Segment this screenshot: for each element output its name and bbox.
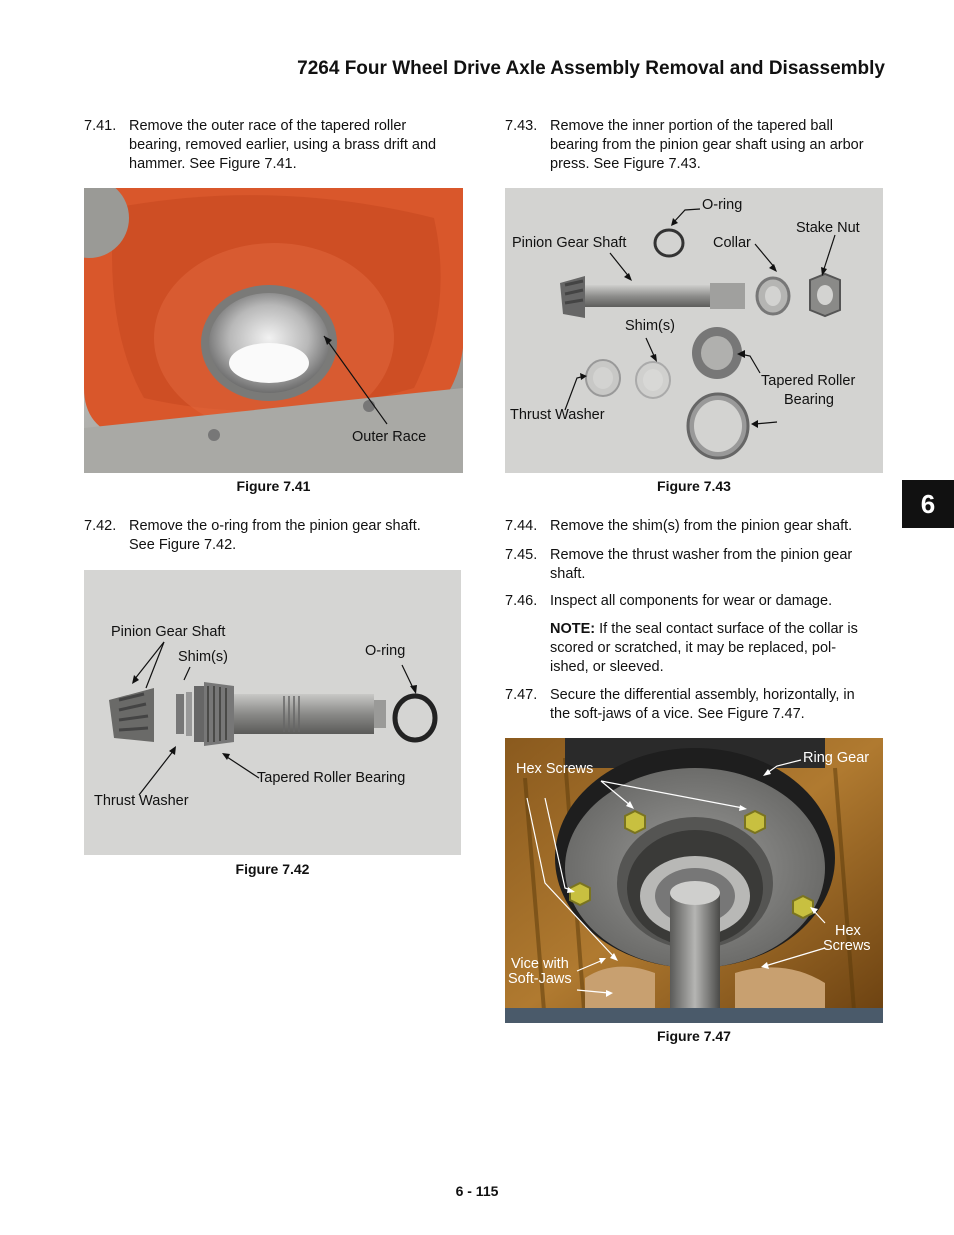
- label-hex: Hex: [835, 923, 861, 939]
- label-o-ring: O-ring: [365, 643, 406, 659]
- figure-7-43-image: [505, 188, 883, 473]
- step-text-line: hammer. See Figure 7.41.: [129, 156, 297, 172]
- figure-7-41-image: [84, 188, 463, 473]
- page-number: 6 - 115: [455, 1183, 499, 1199]
- step-text-line: shaft.: [550, 566, 586, 582]
- step-number: 7.43.: [505, 118, 538, 134]
- figure-7-47-caption: Figure 7.47: [657, 1028, 731, 1044]
- step-number: 7.41.: [84, 118, 117, 134]
- label-ring-gear: Ring Gear: [803, 750, 870, 766]
- step-7-46: [505, 592, 895, 612]
- step-text-line: Remove the inner portion of the tapered ball: [550, 118, 833, 134]
- label-thrust-washer: Thrust Washer: [94, 793, 189, 809]
- step-text-line: Remove the outer race of the tapered roller: [129, 118, 407, 134]
- label-o-ring: O-ring: [702, 197, 743, 213]
- step-text-line: press. See Figure 7.43.: [550, 156, 701, 172]
- step-number: 7.47.: [505, 687, 538, 703]
- label-vice-with: Vice with: [511, 956, 569, 972]
- chapter-tab: 6: [902, 480, 954, 528]
- step-7-45: [505, 546, 895, 586]
- step-text-line: bearing, removed earlier, using a brass drift and: [129, 137, 437, 153]
- label-pinion-gear-shaft: Pinion Gear Shaft: [512, 235, 627, 251]
- label-screws: Screws: [823, 938, 871, 954]
- note-block: [550, 620, 890, 680]
- step-7-41: [84, 117, 474, 177]
- step-number: 7.45.: [505, 547, 538, 563]
- label-tapered-roller-bearing: Tapered Roller Bearing: [257, 770, 406, 786]
- note-text-line: scored or scratched, it may be replaced, pol-: [550, 640, 837, 656]
- label-shims: Shim(s): [625, 318, 675, 334]
- label-hex-screws-top: Hex Screws: [516, 761, 594, 777]
- step-text-line: the soft-jaws of a vice. See Figure 7.47.: [550, 706, 805, 722]
- step-7-42: [84, 517, 474, 557]
- step-text-line: Inspect all components for wear or damage.: [550, 593, 833, 609]
- step-text-line: bearing from the pinion gear shaft using an arbor: [550, 137, 864, 153]
- step-number: 7.44.: [505, 518, 538, 534]
- figure-7-47-image: [505, 738, 883, 1023]
- step-text-line: Remove the o-ring from the pinion gear shaft.: [129, 518, 421, 534]
- label-soft-jaws: Soft-Jaws: [508, 971, 572, 987]
- step-number: 7.46.: [505, 593, 538, 609]
- note-text-line: If the seal contact surface of the collar is: [595, 621, 858, 637]
- label-collar: Collar: [713, 235, 751, 251]
- step-7-44: [505, 517, 895, 537]
- page-title: 7264 Four Wheel Drive Axle Assembly Removal and Disassembly: [297, 58, 885, 79]
- label-tapered-roller: Tapered Roller: [761, 373, 856, 389]
- figure-7-42-caption: Figure 7.42: [235, 861, 310, 877]
- step-number: 7.42.: [84, 518, 117, 534]
- note-text-line: ished, or sleeved.: [550, 659, 664, 675]
- step-7-47: [505, 686, 895, 726]
- figure-7-41-caption: Figure 7.41: [236, 478, 311, 494]
- step-7-43: [505, 117, 895, 177]
- label-stake-nut: Stake Nut: [796, 220, 860, 236]
- leader-lines: [84, 570, 461, 855]
- label-pinion-gear-shaft: Pinion Gear Shaft: [111, 624, 226, 640]
- step-text-line: See Figure 7.42.: [129, 537, 237, 553]
- step-text-line: Remove the shim(s) from the pinion gear shaft.: [550, 518, 853, 534]
- label-bearing: Bearing: [784, 392, 834, 408]
- figure-7-42-image: [84, 570, 461, 855]
- step-text-line: Secure the differential assembly, horizontally, in: [550, 687, 855, 703]
- step-text-line: Remove the thrust washer from the pinion gear: [550, 547, 853, 563]
- note-label: NOTE:: [550, 621, 596, 637]
- label-thrust-washer: Thrust Washer: [510, 407, 605, 423]
- figure-7-43-caption: Figure 7.43: [657, 478, 731, 494]
- label-shims: Shim(s): [178, 649, 228, 665]
- label-outer-race: Outer Race: [352, 429, 427, 445]
